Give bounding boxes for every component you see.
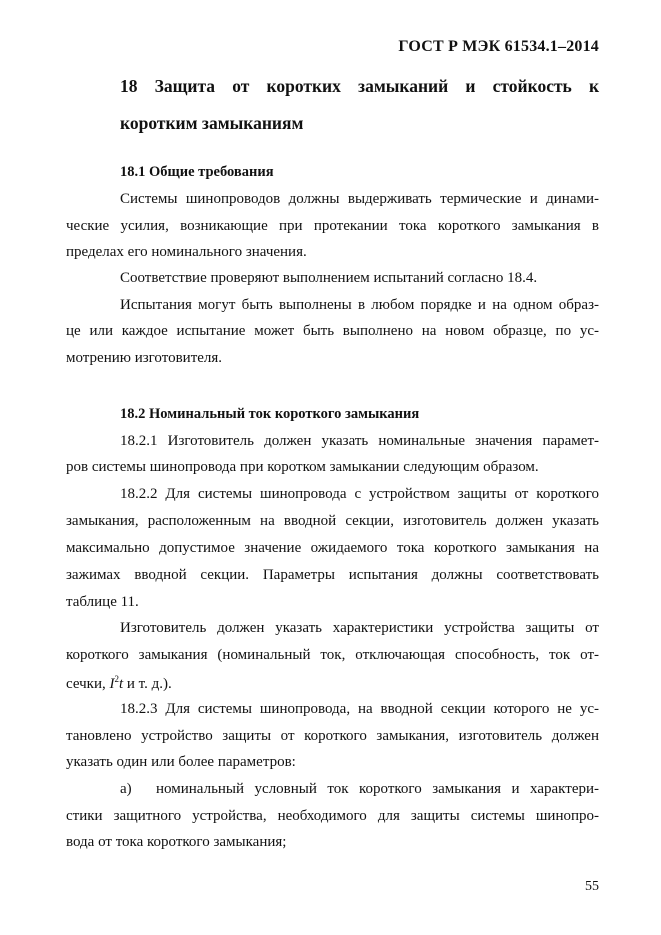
paragraph-line: Соответствие проверяют выполнением испытаний согласно 18.4. bbox=[120, 270, 538, 286]
list-item-line: стики защитного устройства, необходимого для защиты системы шинопро- bbox=[66, 808, 599, 824]
paragraph-line: мотрению изготовителя. bbox=[66, 350, 223, 366]
paragraph-line: короткого замыкания (номинальный ток, отключающая способность, ток от- bbox=[66, 647, 599, 663]
formula-t: t bbox=[118, 676, 124, 692]
paragraph-line: зажимах вводной секции. Параметры испытания должны соответствовать bbox=[66, 567, 599, 583]
paragraph-line: сечки, $I^2t$ и т. д.). bbox=[66, 674, 172, 692]
section-title bbox=[120, 72, 599, 138]
list-item-line: вода от тока короткого замыкания; bbox=[66, 834, 287, 850]
subsection-heading-18-1: 18.1 Общие требования bbox=[120, 164, 274, 180]
paragraph-line: це или каждое испытание может быть выполнено на новом образце, по ус- bbox=[66, 323, 599, 339]
paragraph-line: максимально допустимое значение ожидаемого тока короткого замыкания на bbox=[66, 540, 599, 556]
subsection-heading-18-2: 18.2 Номинальный ток короткого замыкания bbox=[120, 406, 420, 422]
standard-header: ГОСТ Р МЭК 61534.1–2014 bbox=[398, 38, 599, 55]
formula-exponent: 2 bbox=[114, 674, 119, 684]
paragraph-line: Изготовитель должен указать характеристики устройства защиты от bbox=[120, 620, 599, 636]
paragraph-line: 18.2.3 Для системы шинопровода, на вводной секции которого не ус- bbox=[120, 701, 599, 717]
paragraph-line: таблице 11. bbox=[66, 594, 139, 610]
list-item-line: номинальный условный ток короткого замыкания и характери- bbox=[156, 781, 599, 797]
page-number: 55 bbox=[585, 879, 599, 894]
section-title-line1: 18 Защита от коротких замыканий и стойкость к bbox=[120, 76, 600, 96]
list-item-label: а) bbox=[120, 781, 132, 797]
paragraph-line: указать один или более параметров: bbox=[66, 754, 296, 770]
section-title-line2: коротким замыканиям bbox=[120, 113, 304, 133]
paragraph-line: 18.2.2 Для системы шинопровода с устройством защиты от короткого bbox=[120, 486, 599, 502]
paragraph-line: тановлено устройство защиты от короткого замыкания, изготовитель должен bbox=[66, 728, 599, 744]
paragraph-line: ческие усилия, возникающие при протекании тока короткого замыкания в bbox=[66, 218, 599, 234]
paragraph-line: пределах его номинального значения. bbox=[66, 244, 307, 260]
paragraph-line: Испытания могут быть выполнены в любом порядке и на одном образ- bbox=[120, 297, 599, 313]
paragraph-line: ров системы шинопровода при коротком замыкании следующим образом. bbox=[66, 459, 539, 475]
paragraph-line: Системы шинопроводов должны выдерживать термические и динами- bbox=[120, 191, 599, 207]
paragraph-line: 18.2.1 Изготовитель должен указать номинальные значения парамет- bbox=[120, 433, 599, 449]
formula-I: I bbox=[109, 676, 115, 692]
paragraph-line: замыкания, расположенным на вводной секции, изготовитель должен указать bbox=[66, 513, 599, 529]
